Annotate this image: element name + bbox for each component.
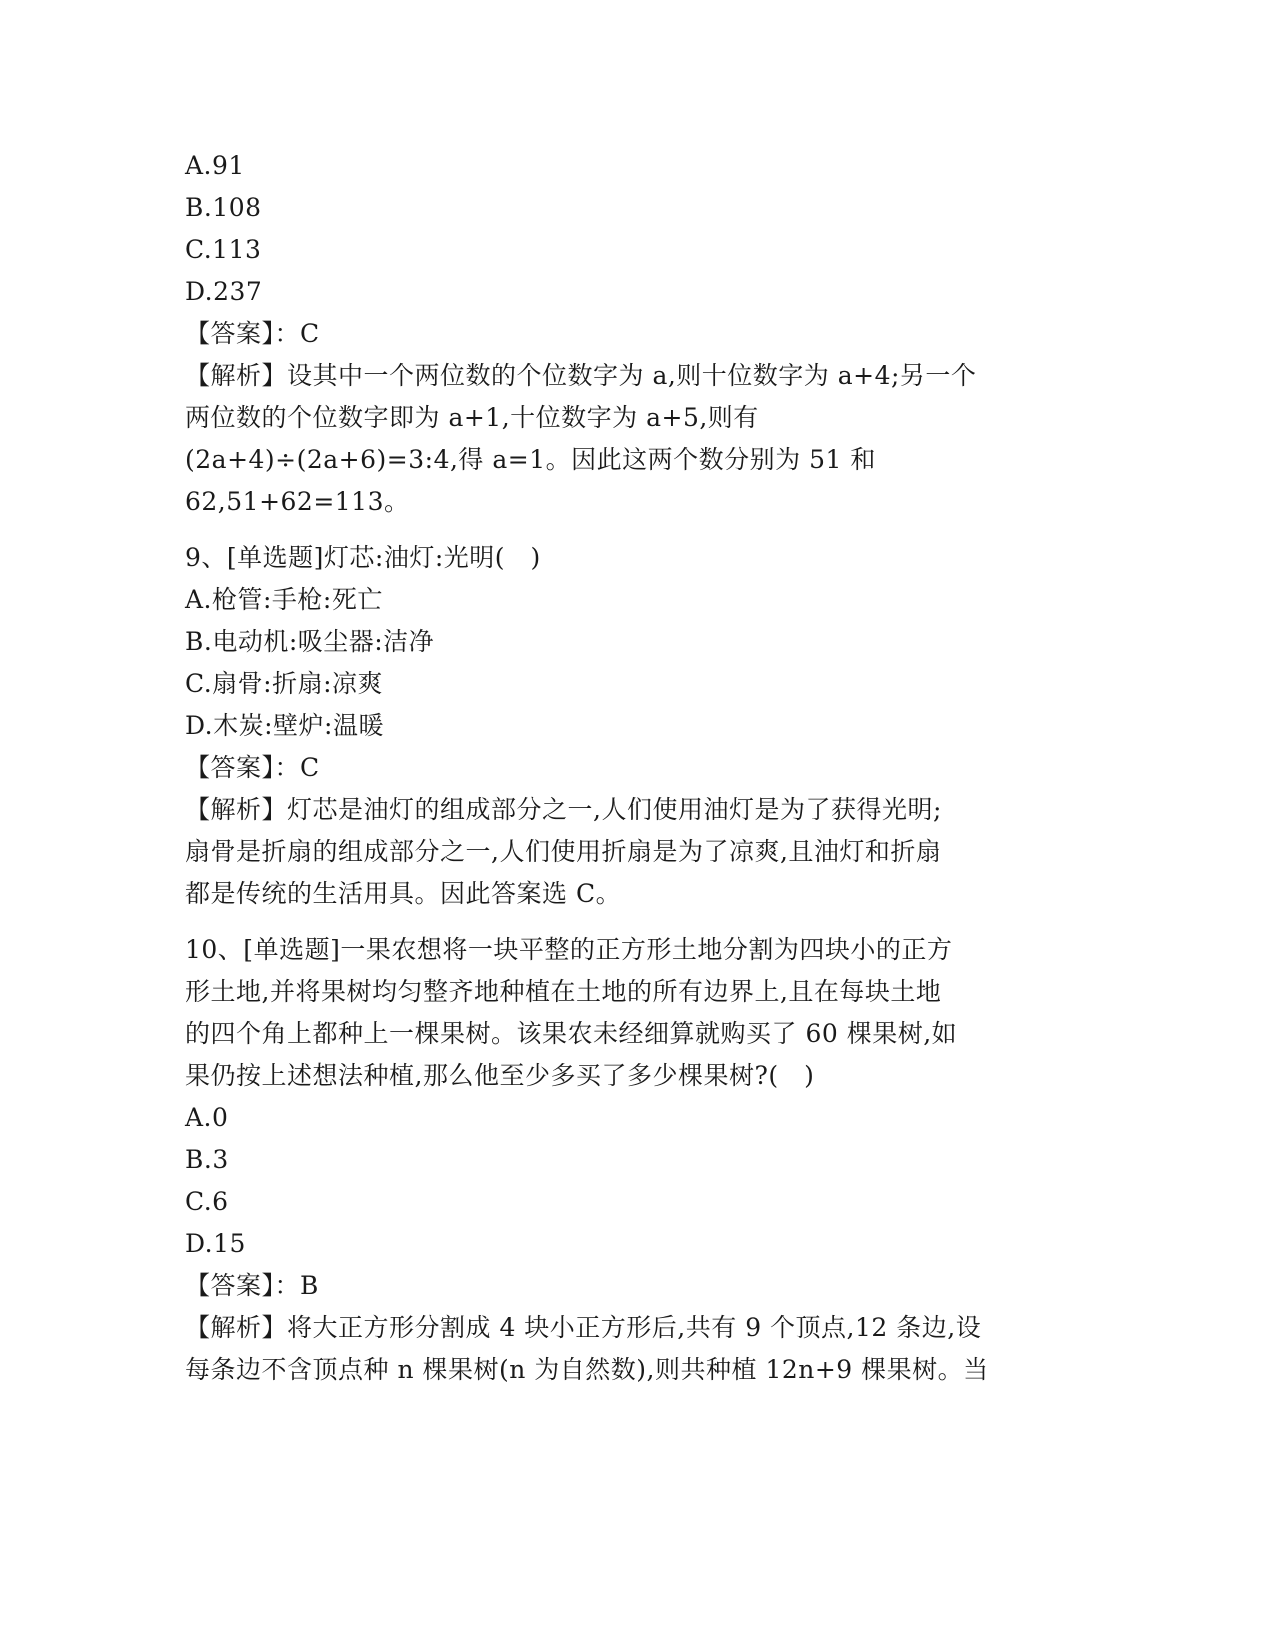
option-c: C.扇骨:折扇:凉爽	[185, 669, 384, 698]
analysis-line: 两位数的个位数字即为 a+1,十位数字为 a+5,则有	[185, 403, 759, 432]
option-a: A.0	[185, 1103, 229, 1132]
answer: 【答案】：B	[185, 1271, 319, 1300]
spacer	[185, 523, 1085, 537]
option-b: B.电动机:吸尘器:洁净	[185, 627, 435, 656]
question-stem: 果仍按上述想法种植,那么他至少多买了多少棵果树?( )	[185, 1061, 815, 1090]
option-c: C.6	[185, 1187, 229, 1216]
question-10	[185, 929, 1085, 1391]
option-d: D.木炭:壁炉:温暖	[185, 711, 384, 740]
answer: 【答案】：C	[185, 753, 320, 782]
analysis-line: 都是传统的生活用具。因此答案选 C。	[185, 879, 622, 908]
option-b: B.108	[185, 193, 262, 222]
option-a: A.91	[185, 151, 245, 180]
analysis-line: 【解析】将大正方形分割成 4 块小正方形后,共有 9 个顶点,12 条边,设	[185, 1313, 982, 1342]
analysis-line: 【解析】灯芯是油灯的组成部分之一,人们使用油灯是为了获得光明;	[185, 795, 942, 824]
document-page	[185, 145, 1085, 1391]
option-d: D.15	[185, 1229, 246, 1258]
question-8	[185, 145, 1085, 523]
question-stem: 形土地,并将果树均匀整齐地种植在土地的所有边界上,且在每块土地	[185, 977, 942, 1006]
analysis-line: 扇骨是折扇的组成部分之一,人们使用折扇是为了凉爽,且油灯和折扇	[185, 837, 942, 866]
option-b: B.3	[185, 1145, 229, 1174]
analysis-line: 62,51+62=113。	[185, 487, 410, 516]
option-d: D.237	[185, 277, 263, 306]
answer: 【答案】：C	[185, 319, 320, 348]
option-c: C.113	[185, 235, 262, 264]
option-a: A.枪管:手枪:死亡	[185, 585, 383, 614]
spacer	[185, 915, 1085, 929]
analysis-line: 【解析】设其中一个两位数的个位数字为 a,则十位数字为 a+4;另一个	[185, 361, 977, 390]
question-stem: 9、[单选题]灯芯:油灯:光明( )	[185, 543, 541, 572]
analysis-line: 每条边不含顶点种 n 棵果树(n 为自然数),则共种植 12n+9 棵果树。当	[185, 1355, 989, 1384]
question-9	[185, 537, 1085, 915]
question-stem: 10、[单选题]一果农想将一块平整的正方形土地分割为四块小的正方	[185, 935, 953, 964]
analysis-line: (2a+4)÷(2a+6)=3:4,得 a=1。因此这两个数分别为 51 和	[185, 445, 876, 474]
question-stem: 的四个角上都种上一棵果树。该果农未经细算就购买了 60 棵果树,如	[185, 1019, 958, 1048]
